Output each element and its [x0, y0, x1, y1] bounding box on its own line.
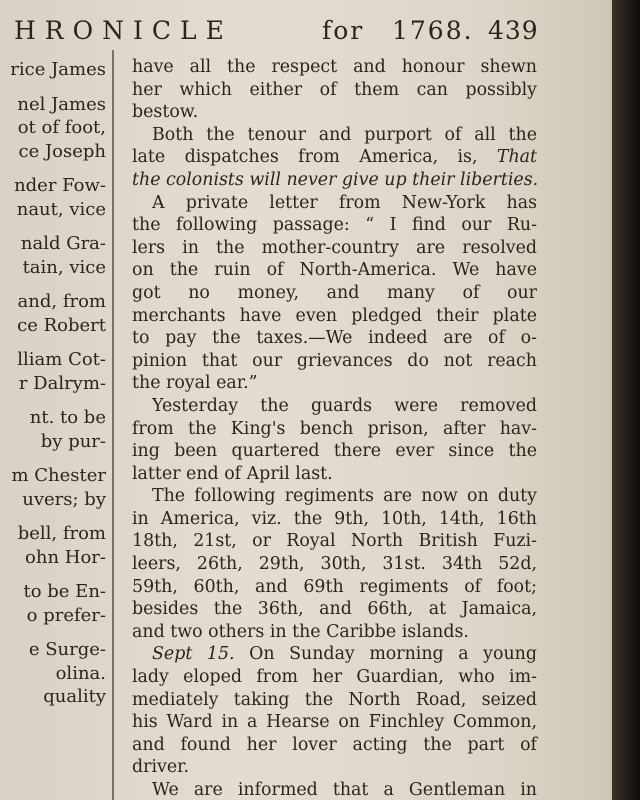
left-column-line: olina.: [55, 662, 106, 684]
left-column-line: o prefer-: [26, 604, 106, 626]
left-column: [0, 58, 106, 709]
article-text: her which either of them can possibly: [132, 79, 537, 100]
article-text: Yesterday the guards were removed: [152, 395, 537, 416]
article-line: [132, 530, 537, 553]
article-line: [132, 756, 537, 779]
article-text: We are informed that a Gentleman in: [152, 780, 537, 800]
article-line: [132, 56, 537, 79]
article-text: his Ward in a Hearse on Finchley Common,: [132, 712, 537, 733]
article-line: [132, 79, 537, 102]
left-column-line: m Chester: [11, 465, 106, 486]
article-line: [132, 237, 537, 260]
left-column-line: nder Fow-: [14, 175, 106, 196]
article-line: [132, 598, 537, 621]
left-column-line: by pur-: [40, 430, 106, 452]
article-text: from the King's bench prison, after hav-: [132, 418, 537, 439]
article-line: [132, 711, 537, 734]
header-for: for: [322, 16, 365, 45]
article-line: [132, 146, 537, 169]
article-text: late dispatches from America, is,: [132, 147, 478, 168]
article-text: 18th, 21st, or Royal North British Fuzi-: [132, 531, 537, 552]
article-line: [132, 643, 537, 666]
article-text: ing been quartered there ever since the: [132, 441, 537, 462]
article-date: Sept 15.: [152, 644, 235, 665]
article-line: [132, 463, 537, 486]
article-line: [132, 440, 537, 463]
paragraph-gap: [0, 163, 106, 174]
left-column-line: to be En-: [23, 581, 106, 602]
article-text: On Sunday morning a young: [234, 644, 537, 665]
article-line: [132, 689, 537, 712]
article-text: lady eloped from her Guardian, who im-: [132, 667, 537, 688]
article-line: [132, 192, 537, 215]
article-text: the royal ear.”: [132, 373, 258, 394]
paragraph-gap: [0, 82, 106, 93]
article-text: Both the tenour and purport of all the: [152, 124, 537, 145]
article-text: pinion that our grievances do not reach: [132, 350, 537, 371]
page-header: [0, 10, 560, 50]
column-rule: [112, 50, 114, 800]
article-text: besides the 36th, and 66th, at Jamaica,: [132, 599, 537, 620]
article-text: driver.: [132, 757, 190, 778]
page-edge-shadow: [612, 0, 640, 800]
article-text: got no money, and many of our: [132, 282, 537, 303]
article-text: lers in the mother-country are resolved: [132, 237, 537, 258]
article-line: [132, 395, 537, 418]
article-text: bestow.: [132, 102, 199, 123]
right-column: [132, 56, 537, 800]
header-year: 1768.: [392, 16, 474, 45]
left-column-line: ce Robert: [17, 314, 106, 336]
article-text: on the ruin of North-America. We have: [132, 260, 537, 281]
left-column-line: r Dalrym-: [18, 372, 106, 394]
article-text: to pay the taxes.—We indeed are of o-: [132, 328, 537, 349]
article-line: [132, 553, 537, 576]
article-line: [132, 576, 537, 599]
left-column-line: nald Gra-: [20, 233, 106, 254]
article-text: and two others in the Caribbe islands.: [132, 621, 469, 642]
article-text: A private letter from New-York has: [152, 192, 537, 213]
article-line: [132, 259, 537, 282]
article-text: mediately taking the North Road, seized: [132, 689, 537, 710]
paragraph-gap: [0, 453, 106, 464]
paragraph-gap: [0, 569, 106, 580]
left-column-line: ohn Hor-: [25, 546, 106, 568]
left-column-line: and, from: [17, 291, 106, 312]
article-text: in America, viz. the 9th, 10th, 14th, 16th: [132, 508, 537, 529]
article-line: [132, 350, 537, 373]
article-line: [132, 305, 537, 328]
article-line: [132, 327, 537, 350]
article-line: [132, 779, 537, 800]
left-column-line: ot of foot,: [17, 117, 106, 138]
left-column-line: uvers; by: [22, 488, 106, 510]
article-line: [132, 418, 537, 441]
article-line: [132, 169, 537, 192]
paragraph-gap: [0, 627, 106, 638]
article-text: 59th, 60th, and 69th regiments of foot;: [132, 576, 537, 597]
article-text: merchants have even pledged their plate: [132, 305, 537, 326]
left-column-line: e Surge-: [28, 639, 106, 660]
article-text: The following regiments are now on duty: [152, 486, 537, 507]
article-line: [132, 734, 537, 757]
article-line: [132, 508, 537, 531]
left-column-line: naut, vice: [16, 198, 106, 220]
left-column-line: ce Joseph: [18, 140, 106, 162]
header-page-number: 439: [488, 16, 539, 45]
article-text: leers, 26th, 29th, 30th, 31st. 34th 52d,: [132, 554, 537, 575]
article-line: [132, 485, 537, 508]
left-column-line: nt. to be: [29, 407, 106, 428]
article-line: [132, 621, 537, 644]
paragraph-gap: [0, 337, 106, 348]
article-line: [132, 666, 537, 689]
paragraph-gap: [0, 221, 106, 232]
article-text: and found her lover acting the part of: [132, 734, 537, 755]
header-title: HRONICLE: [14, 16, 233, 45]
left-column-line: quality: [43, 686, 106, 707]
article-text: have all the respect and honour shewn: [132, 57, 537, 77]
article-line: [132, 372, 537, 395]
left-column-line: tain, vice: [22, 256, 106, 278]
left-column-line: bell, from: [17, 523, 106, 544]
article-italic-text: the colonists will never give up their liberties.: [132, 169, 539, 190]
paragraph-gap: [0, 511, 106, 522]
paragraph-gap: [0, 395, 106, 406]
article-text: latter end of April last.: [132, 463, 333, 484]
article-line: [132, 282, 537, 305]
article-text: the following passage: “ I find our Ru-: [132, 215, 537, 236]
paragraph-gap: [0, 279, 106, 290]
left-column-line: rice James: [10, 59, 106, 80]
article-line: [132, 214, 537, 237]
left-column-line: lliam Cot-: [17, 349, 106, 370]
left-column-line: nel James: [17, 93, 106, 115]
article-line: [132, 124, 537, 147]
article-italic-text: That: [477, 147, 537, 168]
article-line: [132, 101, 537, 124]
